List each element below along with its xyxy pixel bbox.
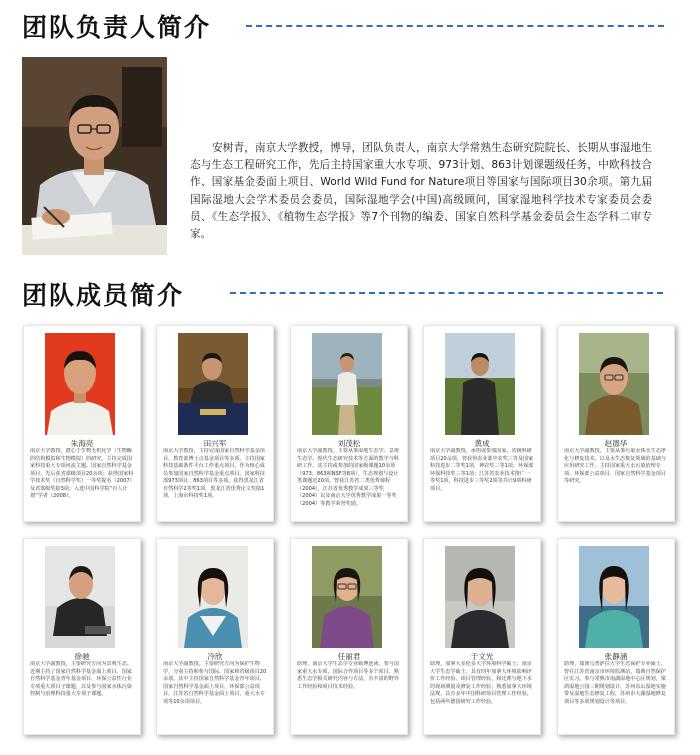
members-section-title: 团队成员简介	[22, 281, 185, 310]
member-name: 冷欣	[207, 652, 223, 661]
member-name: 于文光	[470, 652, 494, 661]
leader-bio: 安树青，南京大学教授，博导，团队负责人，南京大学常熟生态研究院院长、长期从事湿地生态与生态工程研究工作，先后主持国家重大水专项、973计划、863计划课题级任务，中欧科技合作、国家基金委面上项目、World Wild Fund for Nature项目等国家与国际项目30余项。第九届国际湿地大会学术委员会委员，国际湿地学会(中国)高级顾问，国家湿地科学技术专家委员会委员、《生态学报》、《植物生态学报》等7个刊物的编委、国家自然科学基金委员会生态学科二审专家。	[190, 142, 652, 241]
member-card	[23, 325, 141, 522]
member-bio: 助理，瑞典乌普萨拉大学生态保护专业硕士，曾在江苏省南京市环境监测站、瑞典自然保护区实习。参与常熟市南湖湿地中心区规划，梁鸿湿地公园三期规划设计、苏州东山湿地实施带及湿地生态修复工程，苏州市大湖湿地修复项目等多项规划设计等项目。	[564, 661, 666, 705]
member-bio: 南京大学教授，主持完成国家自然科学基金项目、教育部博士点基金项目等多项。主持国家科技基础条件平台工作重点项目。作为核心成员参加国家自然科学基金重点项目。国家科技部973项目、863项目等多项。获得黑龙江省自然科学2等奖1项、黑龙江省优秀论文奖励1项，上海市科技奖1项。	[163, 448, 265, 499]
member-bio: 南京大学副教授。主要从事湿地生态学、景观生态学、现代生态研究技术等方面的教学与科研工作。其主持或参加的国家级课题10余项（973、863和NSF等8项），生态规划与设计类课题近20项。曾获江苏省二类优秀课程（2004），江苏省优秀教学成果三等奖（2004）以及南京大学优秀教学成果一等奖（2004）等教学荣誉奖励。	[297, 448, 399, 507]
member-photo	[178, 333, 248, 435]
member-name: 黄成	[474, 439, 490, 448]
member-name: 田兴军	[203, 439, 227, 448]
member-name: 赵德华	[604, 439, 628, 448]
member-photo	[445, 333, 515, 435]
member-name: 徐驰	[74, 652, 90, 661]
member-photo	[579, 546, 649, 648]
member-card	[290, 538, 408, 735]
member-bio: 南京大学副教授。承担或参加国家、省级科研项目20余项。曾获得农业部中农奖三等及国家科技进步二等奖1项，神农奖三等1项；环保部环保科技奖三等1项；江苏省农业技术推广一等奖1项，科技进步三等奖2项等共计9项科研项目。	[430, 448, 534, 492]
member-bio: 南京大学副教授。主要研究方向为保护生物学，分别主持和参与国际、国家和省级项目20余项。其中主持国家自然科学基金青年项目、国家自然科学基金面上项目，环保部公益项目，江苏省自然科学基金面上项目，重大水专项等10余项项目。	[163, 661, 267, 705]
leader-section-title: 团队负责人简介	[22, 13, 212, 42]
member-photo	[45, 333, 115, 435]
member-bio: 助理，加拿大多伦多大学环境科学硕士；南京大学生态学硕士。具有四年加拿大环境影响评价工作经验、项目管理经验。和比赛与地下水的现场测量及修复工作经验；熟悉加拿大环境法规。具有多年中国科研项目管理工作经验，包括两年德国研究工作经验。	[430, 661, 532, 705]
member-card	[156, 538, 274, 735]
member-photo	[312, 546, 382, 648]
member-card	[423, 325, 541, 522]
member-bio: 南京大学副教授。主要从事污染水体水生态净化与修复技术、以及水生态恢复领域的基础与应用研究工作。主持国家重大水污染治理专项、环保部公益项目、国家自然科学基金项目等研究。	[564, 448, 666, 484]
member-bio: 助理，南京大学生态学专业硕博连读。参与国家重大水专项、国际合作项目等多个项目，熟悉生态学相关研究内容与方法，有丰富的野外工作经验和项目技术经验。	[297, 661, 399, 690]
member-card	[423, 538, 541, 735]
member-name: 朱海亮	[70, 439, 94, 448]
member-name: 张静涵	[604, 652, 628, 661]
member-photo	[312, 333, 382, 435]
member-bio: 南京大学副教授。主要研究方向为景观生态。近期主持了国家自然科学基金面上项目、国家自然科学基金青年基金项目、环保公益性行业专项重大项目子课题，以及参与国家水体污染控制与治理科技重大专项子课题。	[30, 661, 132, 697]
member-card	[23, 538, 141, 735]
member-photo	[178, 546, 248, 648]
member-bio: 南京大学教授，潜心于生物无机化学（生物酶的结构模拟和生物模拟）的研究。主持完成国家科技重大专项河流主题、国家自然科学基金项目。先后获省部级项目20余项；获得国家科学技术奖（自然科学奖）一等奖提名（2007）及省部级奖励3项；入选中国科学院“百人计划”学者（2008）。	[30, 448, 134, 499]
member-name: 任丽君	[337, 652, 361, 661]
member-card	[156, 325, 274, 522]
member-name: 刘茂松	[337, 439, 361, 448]
member-card	[557, 325, 675, 522]
member-card	[290, 325, 408, 522]
members-divider	[230, 292, 663, 294]
member-photo	[445, 546, 515, 648]
member-photo	[45, 546, 115, 648]
member-photo	[579, 333, 649, 435]
member-card	[557, 538, 675, 735]
title-divider	[246, 25, 664, 27]
leader-photo	[22, 57, 167, 255]
